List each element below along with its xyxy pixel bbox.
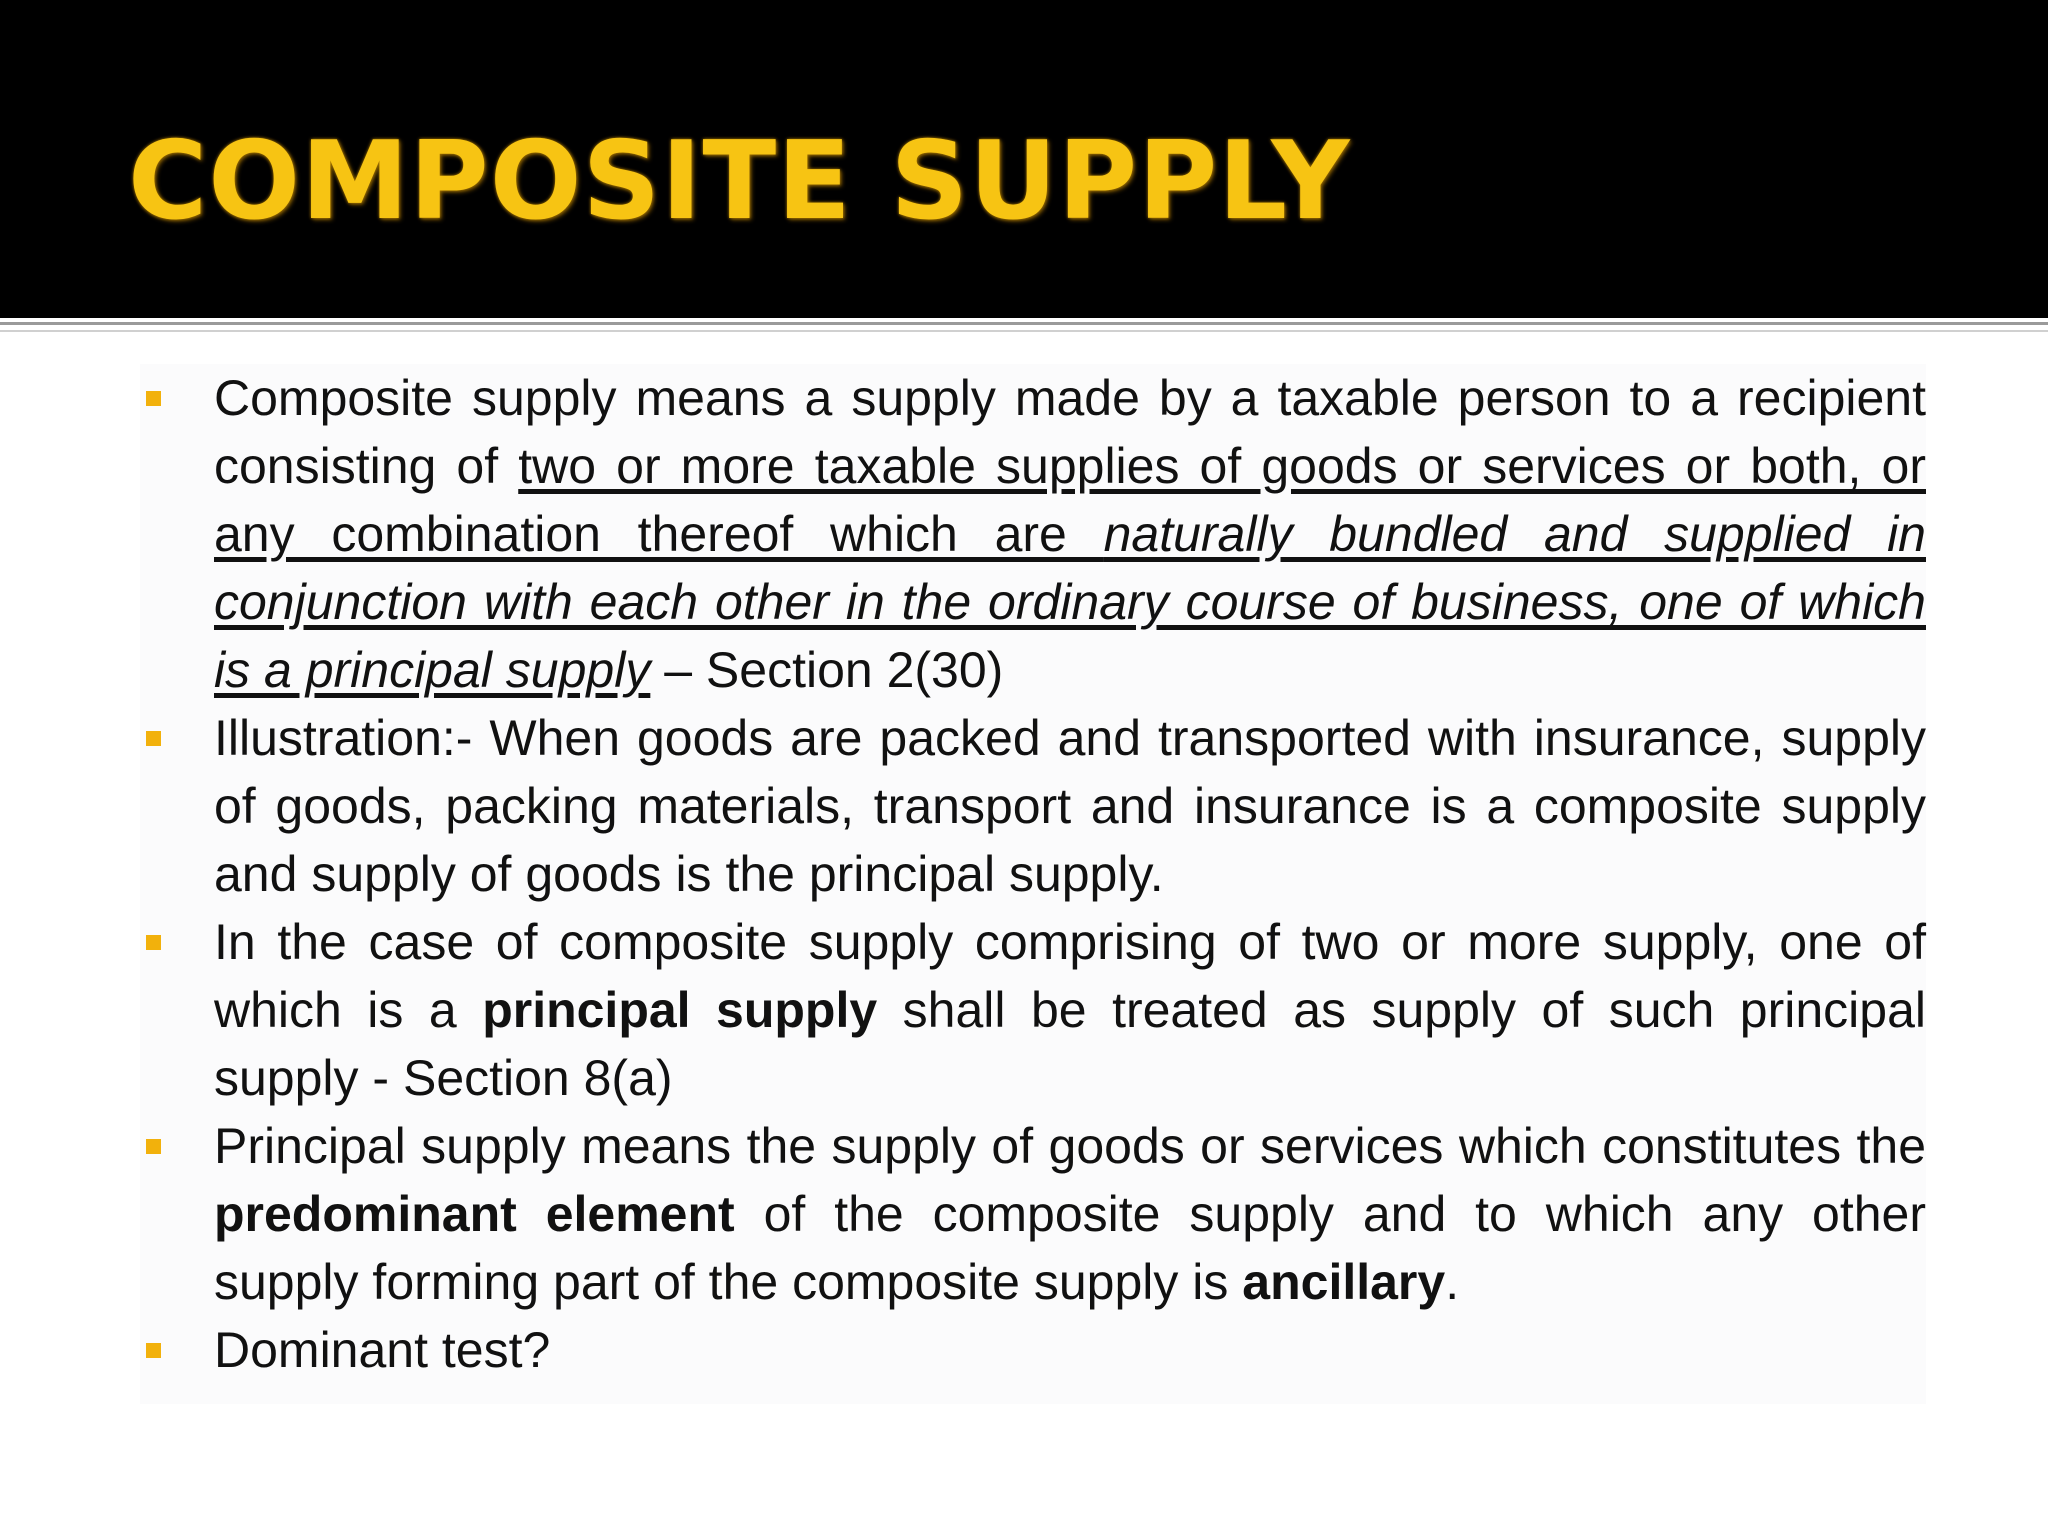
bullet-text-section-ref: – Section 2(30) — [650, 642, 1004, 698]
bullet-text-plain: shall be treated as supply of such principal supply - Section 8(a) — [214, 982, 1926, 1106]
divider-line — [0, 322, 2048, 325]
bullet-list — [140, 364, 1926, 1384]
bullet-marker-icon — [146, 935, 161, 950]
bullet-item-principal-supply — [140, 1112, 1926, 1316]
divider-line-secondary — [0, 330, 2048, 332]
bullet-text-plain: of the composite supply and to which any other supply forming part of the composite supply is — [214, 1186, 1927, 1310]
bullet-text — [214, 364, 1926, 704]
bullet-marker-icon — [146, 731, 161, 746]
title-bar — [0, 0, 2048, 318]
bullet-item-dominant-test — [140, 1316, 1926, 1384]
bullet-text-underlined-italic: naturally bundled and supplied in conjunction with each other in the ordinary course of business, one of which is a principal supply — [214, 506, 1926, 698]
bullet-text — [214, 908, 1926, 1112]
bullet-text: Dominant test? — [214, 1322, 551, 1378]
bullet-text-plain: Composite supply means a supply made by a taxable person to a recipient consisting of — [214, 370, 1926, 494]
bullet-marker-icon — [146, 1139, 161, 1154]
bullet-text — [214, 1112, 1926, 1316]
bullet-item-illustration — [140, 704, 1926, 908]
bullet-item-treatment — [140, 908, 1926, 1112]
bullet-item-composite-definition — [140, 364, 1926, 704]
bullet-marker-icon — [146, 1343, 161, 1358]
slide-title: COMPOSITE SUPPLY — [128, 119, 1351, 244]
content-area — [140, 364, 1926, 1404]
bullet-text-bold: principal supply — [482, 982, 878, 1038]
bullet-marker-icon — [146, 391, 161, 406]
bullet-text-plain: Principal supply means the supply of goods or services which constitutes the — [214, 1118, 1926, 1174]
bullet-text-plain: In the case of composite supply comprising of two or more supply, one of which is a — [214, 914, 1926, 1038]
bullet-text-bold: ancillary — [1242, 1254, 1446, 1310]
bullet-text: Illustration:- When goods are packed and transported with insurance, supply of goods, packing materials, transport and insurance is a composite supply and supply of goods is the principal supply. — [214, 710, 1926, 902]
bullet-text-bold: predominant element — [214, 1186, 735, 1242]
bullet-text-plain: . — [1445, 1254, 1460, 1310]
bullet-text-underlined: two or more taxable supplies of goods or services or both, or any combination thereof which are — [214, 438, 1926, 562]
